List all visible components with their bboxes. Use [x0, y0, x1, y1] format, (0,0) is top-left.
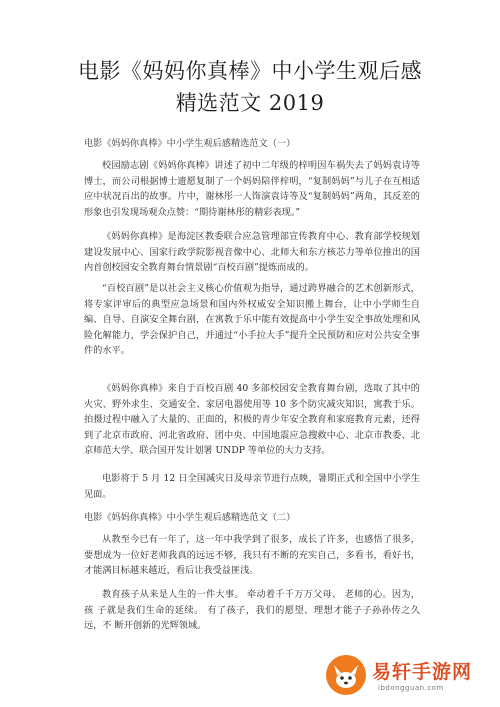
section1-paragraph-3: “百校百剧”是以社会主义核心价值观为指导，通过跨界融合的艺术创新形式，将专家评审后的典型应急场景和国内外权威安全知识搬上舞台，让中小学师生自编、自导、自演安全舞台剧，在寓教于乐中能有效提高中小学生安全事故处理和风险化解能力，学会保护自己，并通过“小手拉大手”提升全民预防和应对公共安全事件的水平。: [84, 283, 420, 357]
section1-paragraph-4: 《妈妈你真棒》来自于百校百剧 40 多部校园安全教育舞台剧，选取了其中的火灾、野外求生、交通安全、家居电器使用等 10 多个防灾减灾知识，寓教于乐。拍摄过程中融入了大量的、正面的，积极的青少年安全教育和家庭教育元素，还得到了北京市政府、河北省政府、团中央、中国地震应急搜救中心、北京市教委、北京师范大学、联合国开发计划署 UNDP 等单位的大力支持。: [84, 383, 420, 457]
document-title-line1: 电影《妈妈你真棒》中小学生观后感: [78, 59, 422, 83]
document-title-line2: 精选范文 2019: [175, 91, 325, 115]
section1-paragraph-5: 电影将于 5 月 12 日全国减灾日及母亲节进行点映，暑期正式和全国中小学生见面。: [84, 473, 420, 500]
watermark-url: ibdongguan.com: [378, 684, 444, 692]
watermark-brand: 易轩手游网: [372, 661, 473, 683]
section2-paragraph-2: 教育孩子从来是人生的一件大事。 牵动着千千万万父母、 老师的心。因为，孩 子就是我们生命的延续。 有了孩子，我们的愿望、理想才能子子孙孙传之久远，不 断开创新的光辉领域。: [84, 589, 420, 632]
fox-logo-icon: [324, 653, 368, 697]
section1-paragraph-1: 校园励志剧《妈妈你真棒》讲述了初中二年级的梓明因车祸失去了妈妈袁诗等博士，而公司根据博士遗愿复制了一个妈妈陪伴梓明，“复制妈妈”与儿子在互相适应中状况百出的故事。片中，谢林彤一人饰演袁诗等及“复制妈妈”两角，其反差的形象也引发现场观众点赞：“期待谢林彤的精彩表现。”: [84, 160, 420, 218]
site-watermark[interactable]: [324, 651, 494, 703]
section1-heading: 电影《妈妈你真棒》中小学生观后感精选范文（一）: [84, 138, 296, 149]
section2-paragraph-1: 从教至今已有一年了，这一年中我学到了很多，成长了许多，也感悟了很多，要想成为一位好老师我真的远远不够，我只有不断的充实自己，多看书，看好书，才能满目标越来越近，看后让我受益匪浅。: [84, 534, 420, 577]
section2-heading: 电影《妈妈你真棒》中小学生观后感精选范文（二）: [84, 512, 296, 523]
section1-paragraph-2: 《妈妈你真棒》是海淀区教委联合应急管理部宣传教育中心、教育部学校规划建设发展中心、国家行政学院影视音像中心、北师大和东方核芯力等单位推出的国内首创校园安全教育舞台情景剧“百校百剧”提炼而成的。: [84, 231, 420, 274]
